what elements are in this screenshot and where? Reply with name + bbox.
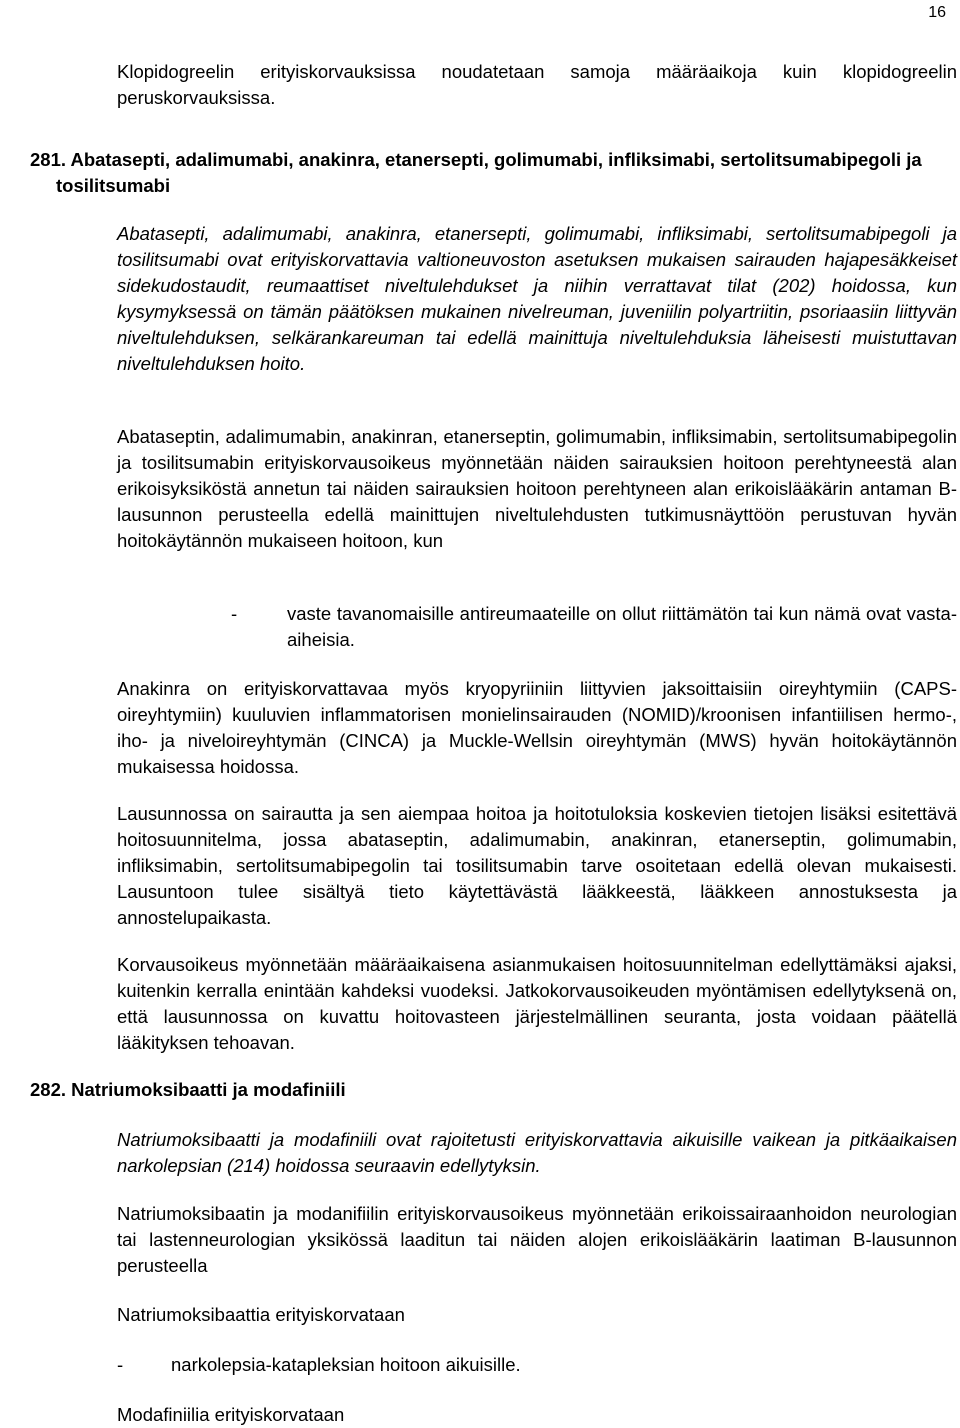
section-282-paragraph-1: Natriumoksibaatin ja modanifiilin erityiskorvausoikeus myönnetään erikoissairaanhoidon neurologian tai lastenneurologian yksikössä laaditun tai näiden alojen erikoislääkärin laatiman B-lausunnon perusteella	[117, 1203, 957, 1276]
bullet-dash: -	[117, 1354, 124, 1375]
page-number: 16	[928, 4, 946, 21]
bullet-dash: -	[231, 603, 238, 624]
section-281-heading: 281. Abatasepti, adalimumabi, anakinra, etanersepti, golimumabi, infliksimabi, sertolitsumabipegoli ja tosilitsumabi	[30, 149, 922, 196]
section-281-bullet-item	[231, 601, 957, 653]
section-282-paragraph-3: Modafiniilia erityiskorvataan	[117, 1404, 345, 1425]
section-282-paragraph-2: Natriumoksibaattia erityiskorvataan	[117, 1304, 405, 1325]
section-281-paragraph-2: Anakinra on erityiskorvattavaa myös kryopyriiniin liittyvien jaksoittaisiin oireyhtymiin (CAPS-oireyhtymiin) kuuluvien inflammatorisen monielinsairauden (NOMID)/kroonisen infantiilisen hermo-, iho- ja niveloireyhtymän (CINCA) ja Muckle-Wellsin oireyhtymän (MWS) hyvän hoitokäytännön mukaisessa hoidossa.	[117, 678, 957, 777]
section-281-paragraph-3: Lausunnossa on sairautta ja sen aiempaa hoitoa ja hoitotuloksia koskevien tietojen lisäksi esitettävä hoitosuunnitelma, jossa abataseptin, adalimumabin, anakinran, etanerseptin, golimumabin, infliksimabin, sertolitsumabipegolin tai tosilitsumabin tarve osoitetaan edellä olevan mukaisesti. Lausuntoon tulee sisältyä tieto käytettävästä lääkkeestä, lääkkeen annostuksesta ja annostelupaikasta.	[117, 803, 957, 928]
section-281-paragraph-1: Abataseptin, adalimumabin, anakinran, etanerseptin, golimumabin, infliksimabin, sertolitsumabipegolin ja tosilitsumabin erityiskorvausoikeus myönnetään näiden sairauksien hoitoon perehtyneestä alan erikoisyksiköstä annetun tai näiden sairauksien hoitoon perehtyneen alan erikoislääkärin antaman B-lausunnon perusteella edellä mainittujen niveltulehdusten tutkimusnäyttöön perustuvan hyvän hoitokäytännön mukaiseen hoitoon, kun	[117, 426, 957, 551]
intro-paragraph: Klopidogreelin erityiskorvauksissa noudatetaan samoja määräaikoja kuin klopidogreelin peruskorvauksissa.	[117, 61, 957, 108]
section-282-italic-paragraph: Natriumoksibaatti ja modafiniili ovat rajoitetusti erityiskorvattavia aikuisille vaikean ja pitkäaikaisen narkolepsian (214) hoidossa seuraavin edellytyksin.	[117, 1129, 957, 1176]
bullet-text: vaste tavanomaisille antireumaateille on ollut riittämätön tai kun nämä ovat vasta-aiheisia.	[287, 603, 957, 650]
section-281-italic-paragraph: Abatasepti, adalimumabi, anakinra, etanersepti, golimumabi, infliksimabi, sertolitsumabipegoli ja tosilitsumabi ovat erityiskorvattavia valtioneuvoston asetuksen mukaisen sairauden hajapesäkkeiset sidekudostaudit, reumaattiset niveltulehdukset ja niihin verrattavat tilat (202) hoidossa, kun kysymyksessä on tämän päätöksen mukainen nivelreuman, juveniilin polyartriitin, psoriaasiin liittyvän niveltulehduksen, selkärankareuman tai edellä mainittuja niveltulehduksia läheisesti muistuttavan niveltulehduksen hoito.	[117, 223, 957, 374]
section-282-heading: 282. Natriumoksibaatti ja modafiniili	[30, 1079, 346, 1100]
bullet-text: narkolepsia-katapleksian hoitoon aikuisille.	[171, 1354, 521, 1375]
section-282-bullet-item	[117, 1352, 957, 1378]
section-281-paragraph-4: Korvausoikeus myönnetään määräaikaisena asianmukaisen hoitosuunnitelman edellyttämäksi ajaksi, kuitenkin kerralla enintään kahdeksi vuodeksi. Jatkokorvausoikeuden myöntämisen edellytyksenä on, että lausunnossa on kuvattu hoitovasteen järjestelmällinen seuranta, josta voidaan päätellä lääkityksen tehoavan.	[117, 954, 957, 1053]
